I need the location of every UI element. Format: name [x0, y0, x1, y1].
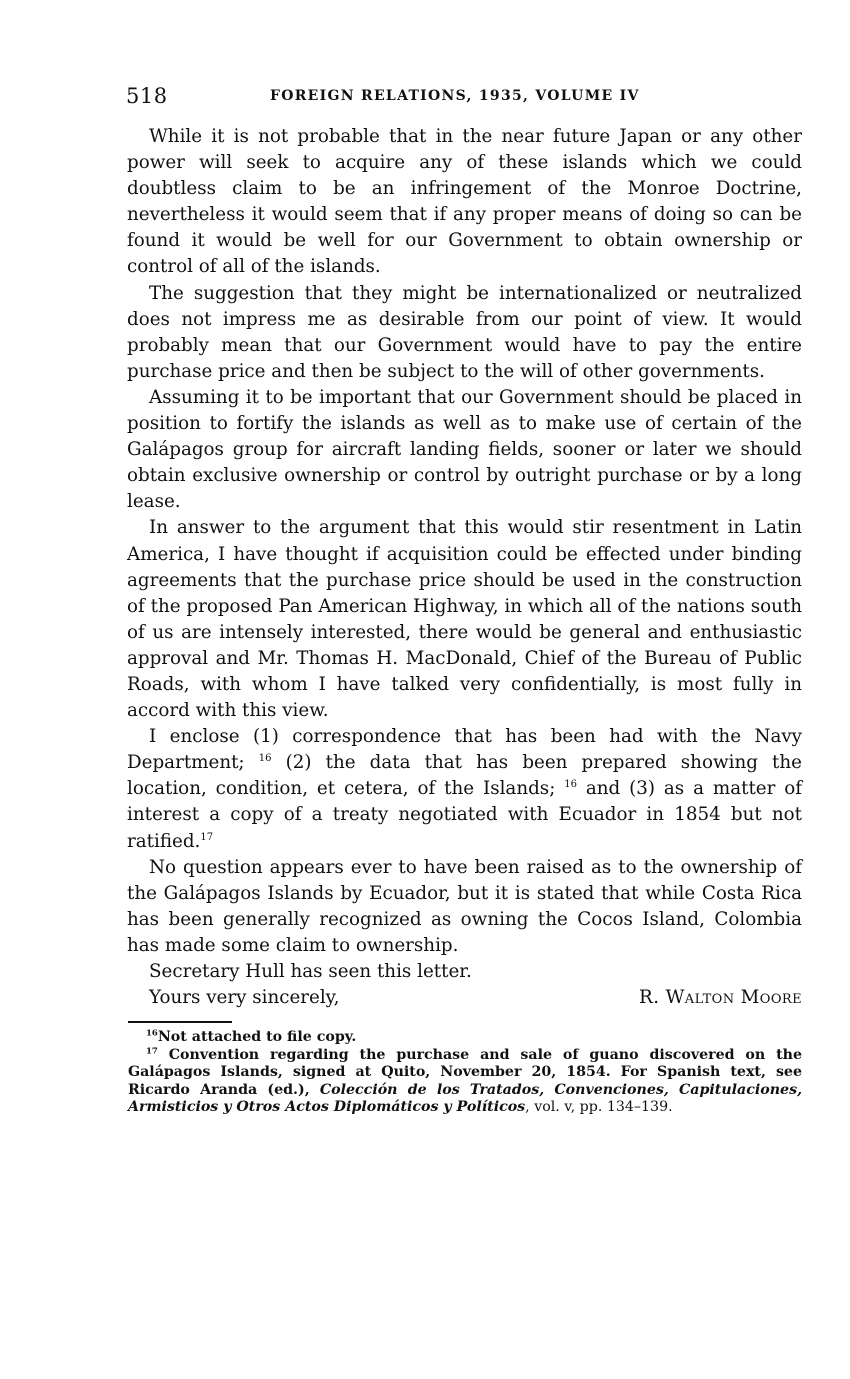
paragraph-ownership-question: No question appears ever to have been raised as to the ownership of the Galápagos Islands by Ecuador, but it is stated that while Costa Rica has been generally recognized as owning the Cocos Island, Colombia has made some claim to ownership. — [127, 856, 802, 956]
enclosures-text-3: and (3) as a matter of interest a copy of a treaty negotiated with Ecuador in 1854 but not ratified. — [127, 778, 802, 852]
footnotes — [128, 1029, 802, 1117]
footnote-17-marker: 17 — [146, 1045, 158, 1056]
footnote-17-pages: , vol. v, pp. 134–139. — [525, 1099, 673, 1115]
paragraph-fortify-islands: Assuming it to be important that our Government should be placed in position to fortify the islands as well as to make use of certain of the Galápagos group for aircraft landing fields, sooner or later we should obtain exclusive ownership or control by outright purchase or by a long lease. — [127, 386, 802, 513]
page-header — [126, 82, 802, 110]
paragraph-monroe-doctrine: While it is not probable that in the near future Japan or any other power will seek to acquire any of these islands which we could doubtless claim to be an infringement of the Monroe Doctrine, nevertheless it would seem that if any proper means of doing so can be found it would be well for our Government to obtain ownership or control of all of the islands. — [127, 126, 802, 278]
paragraph-enclosures — [127, 724, 802, 854]
page-number: 518 — [126, 84, 168, 108]
enclosures-text-1: I enclose (1) correspondence that has been had with the Navy Department; — [127, 726, 802, 774]
footnote-17-book-title: Colección de los Tratados, Convenciones, Capitulaciones, Armisticios y Otros Actos Diplomáticos y Políticos — [128, 1081, 803, 1115]
closing-row — [127, 985, 802, 1011]
enclosures-text-2: (2) the data that has been prepared showing the location, condition, et cetera, of the Islands; — [127, 752, 802, 800]
paragraph-pan-american-highway: In answer to the argument that this would stir resentment in Latin America, I have thought if acquisition could be effected under binding agreements that the purchase price should be used in the construction of the proposed Pan American Highway, in which all of the nations south of us are intensely interested, there would be general and enthusiastic approval and Mr. Thomas H. MacDonald, Chief of the Bureau of Public Roads, with whom I have talked very confidentially, is most fully in accord with this view. — [127, 517, 802, 722]
footnote-ref-16b: 16 — [564, 779, 577, 791]
footnote-16-marker: 16 — [146, 1028, 158, 1039]
footnote-17 — [128, 1047, 802, 1117]
closing-salutation: Yours very sincerely, — [149, 987, 340, 1009]
footnote-ref-17: 17 — [200, 831, 214, 843]
footnote-divider — [128, 1021, 232, 1023]
letter-body — [127, 124, 802, 1011]
footnote-ref-16a: 16 — [258, 753, 272, 765]
footnote-17-text: Convention regarding the purchase and sale of guano discovered on the Galápagos Islands, signed at Quito, November 20, 1854. For Spanish text, see Ricardo Aranda (ed.), — [128, 1046, 802, 1098]
paragraph-internationalized: The suggestion that they might be internationalized or neutralized does not impress me as desirable from our point of view. It would probably mean that our Government would have to pay the entire purchase price and then be subject to the will of other governments. — [127, 282, 802, 382]
running-head: FOREIGN RELATIONS, 1935, VOLUME IV — [270, 88, 640, 104]
signature: R. Walton Moore — [639, 987, 802, 1009]
footnote-16 — [128, 1029, 802, 1047]
footnote-16-text: Not attached to file copy. — [157, 1029, 357, 1045]
paragraph-secretary-hull: Secretary Hull has seen this letter. — [149, 961, 472, 982]
